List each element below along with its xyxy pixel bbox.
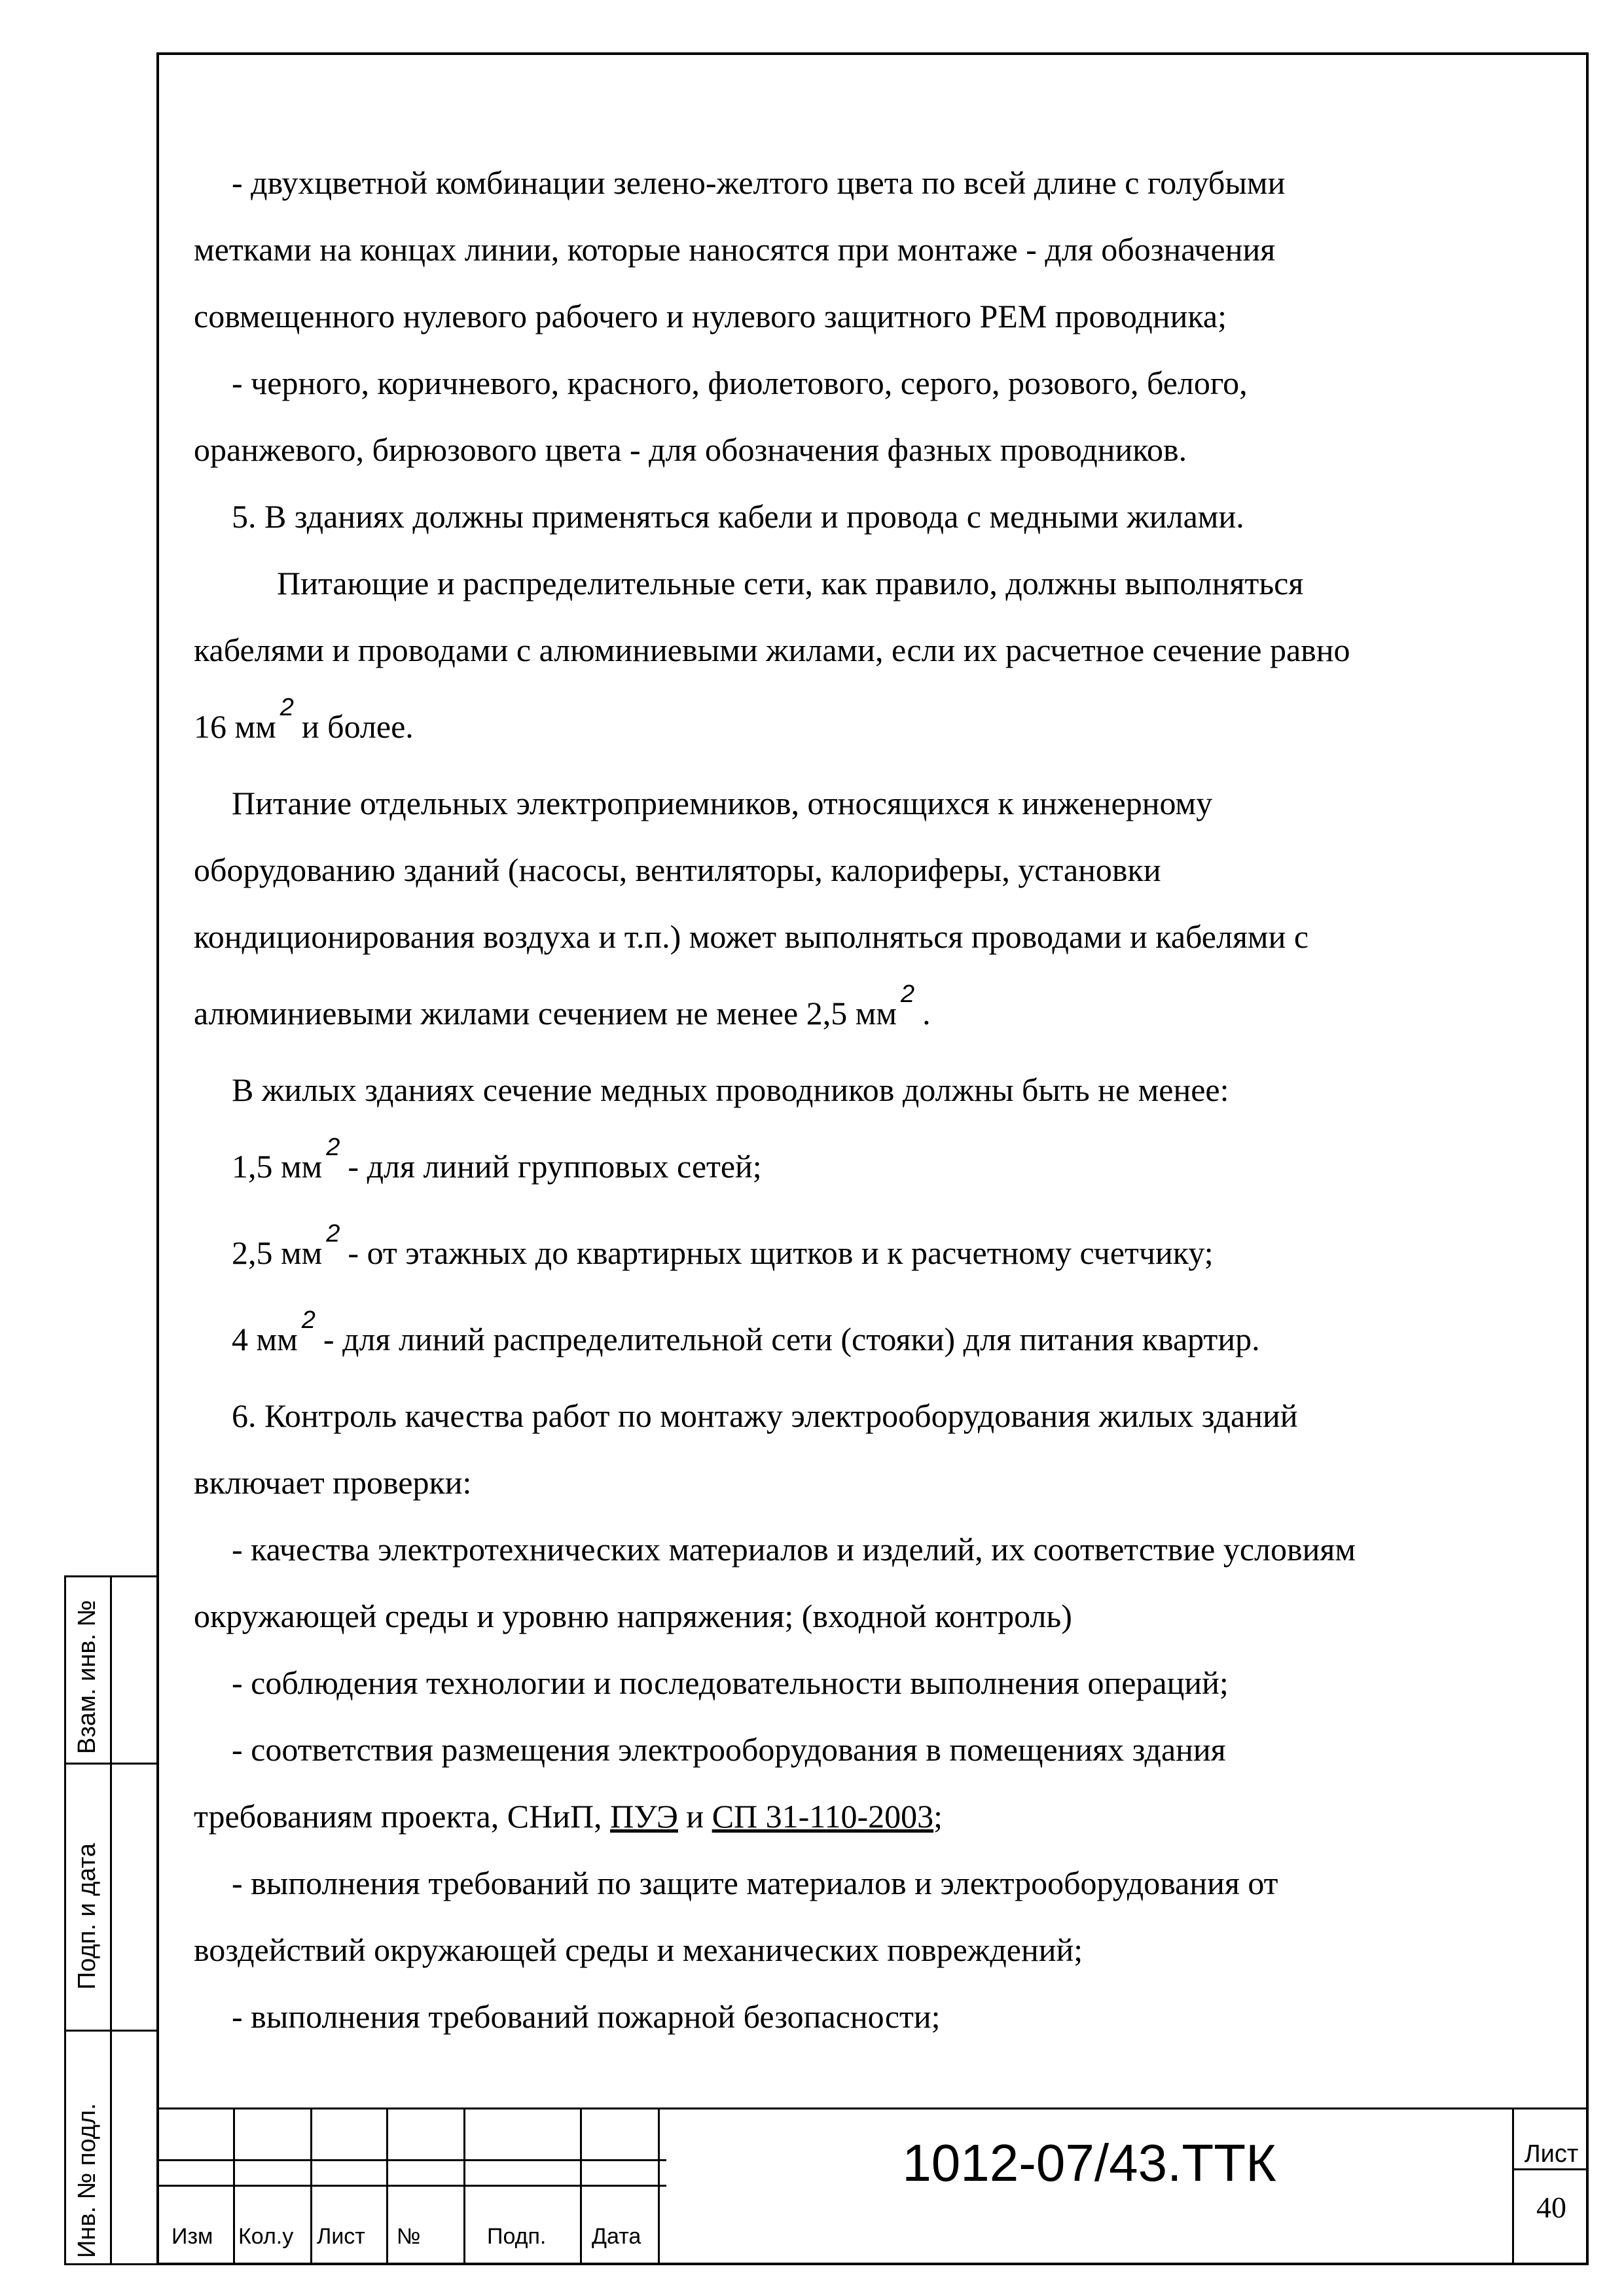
text-fragment: 4 мм xyxy=(232,1321,298,1357)
strip-row-separator xyxy=(64,2030,156,2032)
sp-31-110-2003-link[interactable]: СП 31-110-2003 xyxy=(712,1798,934,1835)
text-line xyxy=(194,1296,1568,1382)
superscript: 2 xyxy=(326,1134,340,1161)
text-fragment: - для линий групповых сетей; xyxy=(348,1148,762,1185)
text-line: воздействий окружающей среды и механических повреждений; xyxy=(194,1931,1083,1968)
pue-link[interactable]: ПУЭ xyxy=(610,1798,678,1835)
sheet-number: 40 xyxy=(1536,2191,1566,2224)
text-line: оборудованию зданий (насосы, вентиляторы, калориферы, установки xyxy=(194,852,1161,888)
stamp-col-line xyxy=(580,2108,582,2265)
stamp-col-line xyxy=(463,2108,465,2265)
text-line: - выполнения требований пожарной безопасности; xyxy=(232,1998,941,2035)
text-line: - двухцветной комбинации зелено-желтого цвета по всей длине с голубыми xyxy=(232,164,1286,201)
stamp-sheet-row-line xyxy=(1512,2168,1589,2170)
stamp-col-line xyxy=(310,2108,312,2265)
text-fragment: ; xyxy=(933,1798,943,1835)
stamp-col-line xyxy=(233,2108,235,2265)
stamp-col-line xyxy=(658,2108,660,2265)
text-fragment: 1,5 мм xyxy=(232,1148,323,1185)
stamp-col-kolu: Кол.у xyxy=(238,2224,294,2249)
text-line: окружающей среды и уровню напряжения; (входной контроль) xyxy=(194,1598,1072,1634)
superscript: 2 xyxy=(900,980,915,1008)
stamp-col-line xyxy=(386,2108,388,2265)
text-line: - соблюдения технологии и последовательности выполнения операций; xyxy=(232,1664,1229,1701)
original-inventory-label: Инв. № подл. xyxy=(73,2103,101,2258)
strip-row-separator xyxy=(64,1763,156,1765)
superscript: 2 xyxy=(326,1220,340,1247)
stamp-col-izm: Изм xyxy=(171,2224,213,2249)
stamp-top-border xyxy=(156,2108,1589,2109)
text-fragment: - для линий распределительной сети (стояки) для питания квартир. xyxy=(323,1321,1260,1357)
text-line xyxy=(194,683,1568,770)
strip-border-left xyxy=(64,1575,66,2265)
text-line: Питающие и распределительные сети, как правило, должны выполняться xyxy=(277,565,1304,601)
strip-divider xyxy=(110,1575,112,2265)
text-fragment: - от этажных до квартирных щитков и к расчетному счетчику; xyxy=(348,1234,1214,1271)
text-fragment: 16 мм xyxy=(194,708,276,745)
text-line: совмещенного нулевого рабочего и нулевого защитного PEM проводника; xyxy=(194,298,1227,334)
stamp-col-list: Лист xyxy=(317,2224,365,2249)
superscript: 2 xyxy=(301,1306,316,1334)
text-fragment: алюминиевыми жилами сечением не менее 2,5 мм xyxy=(194,995,897,1031)
sheet-label: Лист xyxy=(1524,2140,1579,2168)
text-fragment: и xyxy=(686,1798,704,1835)
text-line: - качества электротехнических материалов и изделий, их соответствие условиям xyxy=(232,1531,1356,1568)
text-line: - соответствия размещения электрооборудования в помещениях здания xyxy=(232,1731,1226,1768)
stamp-col-podp: Подп. xyxy=(487,2224,547,2249)
text-line: кондиционирования воздуха и т.п.) может выполняться проводами и кабелями с xyxy=(194,918,1309,955)
text-line: Питание отдельных электроприемников, относящихся к инженерному xyxy=(232,785,1213,821)
text-line: - выполнения требований по защите материалов и электрооборудования от xyxy=(232,1865,1278,1901)
replacement-inventory-label: Взам. инв. № xyxy=(73,1600,101,1754)
text-line: 6. Контроль качества работ по монтажу электрооборудования жилых зданий xyxy=(232,1397,1298,1434)
document-body xyxy=(194,149,1568,2050)
text-line: - черного, коричневого, красного, фиолетового, серого, розового, белого, xyxy=(232,365,1248,401)
signature-date-label: Подп. и дата xyxy=(73,1843,101,1990)
text-line xyxy=(194,1210,1568,1296)
text-line xyxy=(194,1783,1568,1850)
text-line: включает проверки: xyxy=(194,1464,472,1501)
document-code: 1012-07/43.ТТК xyxy=(902,2134,1276,2192)
text-line xyxy=(194,1123,1568,1210)
stamp-sheet-col-line xyxy=(1512,2108,1514,2265)
strip-border-top xyxy=(64,1575,156,1577)
text-fragment: и более. xyxy=(301,708,414,745)
text-line: 5. В зданиях должны применяться кабели и провода с медными жилами. xyxy=(232,498,1244,535)
text-fragment: 2,5 мм xyxy=(232,1234,323,1271)
text-fragment: требованиям проекта, СНиП, xyxy=(194,1798,602,1835)
strip-border-bottom xyxy=(64,2263,156,2265)
text-line xyxy=(194,970,1568,1056)
text-line: кабелями и проводами с алюминиевыми жилами, если их расчетное сечение равно xyxy=(194,632,1350,668)
text-line: В жилых зданиях сечение медных проводников должны быть не менее: xyxy=(232,1071,1229,1108)
text-fragment: . xyxy=(922,995,931,1031)
stamp-col-num: № xyxy=(397,2224,421,2249)
text-line: оранжевого, бирюзового цвета - для обозначения фазных проводников. xyxy=(194,431,1187,468)
stamp-col-data: Дата xyxy=(592,2224,641,2249)
text-line: метками на концах линии, которые наносятся при монтаже - для обозначения xyxy=(194,231,1276,268)
superscript: 2 xyxy=(280,694,294,721)
